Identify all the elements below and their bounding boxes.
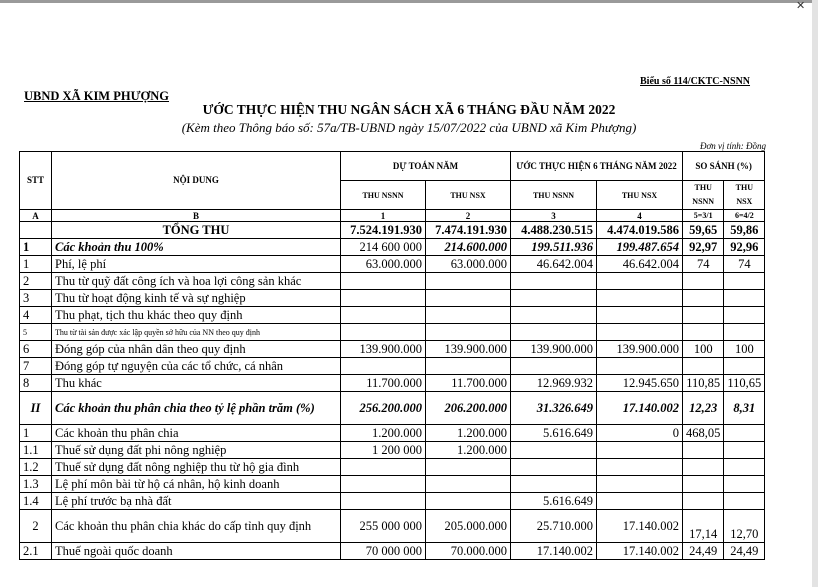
th-nsnn-cell: 25.710.000 xyxy=(511,510,597,543)
ss1-cell: 74 xyxy=(683,256,724,273)
content-cell: Thu phạt, tịch thu khác theo quy định xyxy=(52,307,341,324)
dt-nsnn-cell: 1.200.000 xyxy=(341,425,426,442)
dt-nsnn-cell: 214 600 000 xyxy=(341,239,426,256)
dt-nsnn-cell: 256.200.000 xyxy=(341,392,426,425)
content-cell: Thuế ngoài quốc doanh xyxy=(52,543,341,560)
col-dt-nsx: THU NSX xyxy=(426,181,511,210)
th-nsx-cell: 17.140.002 xyxy=(597,392,683,425)
ss2-cell xyxy=(724,493,765,510)
dt-nsx-cell xyxy=(426,493,511,510)
table-row xyxy=(20,476,765,493)
stt-cell xyxy=(20,222,52,239)
col-th-nsx: THU NSX xyxy=(597,181,683,210)
ss2-cell xyxy=(724,425,765,442)
th-nsx-cell xyxy=(597,324,683,341)
ss2-cell xyxy=(724,476,765,493)
index-cell: 2 xyxy=(426,210,511,222)
th-nsnn-cell xyxy=(511,476,597,493)
dt-nsnn-cell xyxy=(341,493,426,510)
index-cell: 6=4/2 xyxy=(724,210,765,222)
ss1-cell xyxy=(683,273,724,290)
stt-cell: 2 xyxy=(20,273,52,290)
index-row xyxy=(20,210,765,222)
dt-nsx-cell xyxy=(426,476,511,493)
budget-table xyxy=(19,151,765,560)
ss1-cell: 100 xyxy=(683,341,724,358)
stt-cell: 3 xyxy=(20,290,52,307)
table-row xyxy=(20,222,765,239)
content-cell: Thu khác xyxy=(52,375,341,392)
col-actual: ƯỚC THỰC HIỆN 6 THÁNG NĂM 2022 xyxy=(511,152,683,181)
ss2-cell: 92,96 xyxy=(724,239,765,256)
table-row xyxy=(20,493,765,510)
ss1-cell: 59,65 xyxy=(683,222,724,239)
th-nsx-cell: 12.945.650 xyxy=(597,375,683,392)
dt-nsnn-cell xyxy=(341,324,426,341)
dt-nsnn-cell: 7.524.191.930 xyxy=(341,222,426,239)
ss1-cell: 92,97 xyxy=(683,239,724,256)
table-row xyxy=(20,256,765,273)
ss2-cell: 59,86 xyxy=(724,222,765,239)
table-row xyxy=(20,290,765,307)
dt-nsx-cell: 70.000.000 xyxy=(426,543,511,560)
content-cell: Thu từ tài sản được xác lập quyền sở hữu của NN theo quy định xyxy=(52,324,341,341)
dt-nsx-cell xyxy=(426,273,511,290)
th-nsx-cell xyxy=(597,493,683,510)
index-cell: B xyxy=(52,210,341,222)
col-compare: SO SÁNH (%) xyxy=(683,152,765,181)
table-row xyxy=(20,273,765,290)
th-nsx-cell xyxy=(597,476,683,493)
window-top-border xyxy=(0,0,818,3)
ss1-cell xyxy=(683,442,724,459)
stt-cell: 5 xyxy=(20,324,52,341)
ss1-cell: 468,05 xyxy=(683,425,724,442)
index-cell: A xyxy=(20,210,52,222)
index-cell: 1 xyxy=(341,210,426,222)
table-row xyxy=(20,358,765,375)
th-nsx-cell: 17.140.002 xyxy=(597,543,683,560)
stt-cell: 8 xyxy=(20,375,52,392)
th-nsx-cell xyxy=(597,290,683,307)
content-cell: Phí, lệ phí xyxy=(52,256,341,273)
dt-nsx-cell xyxy=(426,324,511,341)
th-nsx-cell: 139.900.000 xyxy=(597,341,683,358)
dt-nsnn-cell xyxy=(341,273,426,290)
dt-nsx-cell xyxy=(426,358,511,375)
th-nsnn-cell: 46.642.004 xyxy=(511,256,597,273)
ss2-cell: 100 xyxy=(724,341,765,358)
th-nsnn-cell xyxy=(511,273,597,290)
th-nsnn-cell: 5.616.649 xyxy=(511,493,597,510)
dt-nsx-cell: 214.600.000 xyxy=(426,239,511,256)
dt-nsnn-cell xyxy=(341,476,426,493)
ss1-cell xyxy=(683,324,724,341)
table-row xyxy=(20,307,765,324)
table-row xyxy=(20,375,765,392)
stt-cell: 1.3 xyxy=(20,476,52,493)
content-cell: Thu từ quỹ đất công ích và hoa lợi công sản khác xyxy=(52,273,341,290)
dt-nsnn-cell xyxy=(341,290,426,307)
table-row xyxy=(20,459,765,476)
ss2-cell: 12,70 xyxy=(724,510,765,543)
stt-cell: 6 xyxy=(20,341,52,358)
table-row xyxy=(20,425,765,442)
dt-nsx-cell: 1.200.000 xyxy=(426,442,511,459)
table-row xyxy=(20,239,765,256)
content-cell: Lệ phí trước bạ nhà đất xyxy=(52,493,341,510)
dt-nsnn-cell: 255 000 000 xyxy=(341,510,426,543)
th-nsnn-cell xyxy=(511,324,597,341)
ss1-cell: 12,23 xyxy=(683,392,724,425)
ss2-cell xyxy=(724,358,765,375)
ss1-cell xyxy=(683,358,724,375)
ss2-cell xyxy=(724,290,765,307)
ss1-cell xyxy=(683,493,724,510)
th-nsnn-cell: 31.326.649 xyxy=(511,392,597,425)
col-stt: STT xyxy=(20,152,52,210)
th-nsnn-cell: 139.900.000 xyxy=(511,341,597,358)
unit-note: Đơn vị tính: Đồng xyxy=(700,141,767,151)
col-dt-nsnn: THU NSNN xyxy=(341,181,426,210)
table-row xyxy=(20,510,765,543)
stt-cell: 1 xyxy=(20,256,52,273)
th-nsnn-cell: 5.616.649 xyxy=(511,425,597,442)
stt-cell: 1.4 xyxy=(20,493,52,510)
dt-nsx-cell: 7.474.191.930 xyxy=(426,222,511,239)
th-nsx-cell xyxy=(597,358,683,375)
window-right-edge xyxy=(812,0,818,587)
table-row xyxy=(20,392,765,425)
ss2-cell xyxy=(724,324,765,341)
report-title: ƯỚC THỰC HIỆN THU NGÂN SÁCH XÃ 6 THÁNG ĐẦU NĂM 2022 xyxy=(202,102,616,117)
form-reference: Biểu số 114/CKTC-NSNN xyxy=(640,76,751,87)
content-cell: Thuế sử dụng đất nông nghiệp thu từ hộ gia đình xyxy=(52,459,341,476)
ss2-cell: 24,49 xyxy=(724,543,765,560)
report-subtitle: (Kèm theo Thông báo số: 57a/TB-UBND ngày 15/07/2022 của UBND xã Kim Phượng) xyxy=(181,120,637,135)
content-cell: Các khoản thu phân chia theo tỷ lệ phần trăm (%) xyxy=(52,392,341,425)
col-content: NỘI DUNG xyxy=(52,152,341,210)
th-nsnn-cell: 199.511.936 xyxy=(511,239,597,256)
ss2-cell: 110,65 xyxy=(724,375,765,392)
th-nsnn-cell: 4.488.230.515 xyxy=(511,222,597,239)
dt-nsx-cell: 206.200.000 xyxy=(426,392,511,425)
dt-nsx-cell xyxy=(426,307,511,324)
dt-nsnn-cell xyxy=(341,358,426,375)
content-cell: Thuế sử dụng đất phi nông nghiệp xyxy=(52,442,341,459)
th-nsx-cell xyxy=(597,459,683,476)
dt-nsx-cell: 63.000.000 xyxy=(426,256,511,273)
th-nsx-cell: 4.474.019.586 xyxy=(597,222,683,239)
ss1-cell xyxy=(683,307,724,324)
content-cell: Đóng góp của nhân dân theo quy định xyxy=(52,341,341,358)
th-nsx-cell: 199.487.654 xyxy=(597,239,683,256)
index-cell: 5=3/1 xyxy=(683,210,724,222)
table-row xyxy=(20,341,765,358)
dt-nsx-cell: 1.200.000 xyxy=(426,425,511,442)
th-nsx-cell xyxy=(597,273,683,290)
th-nsnn-cell xyxy=(511,358,597,375)
th-nsnn-cell xyxy=(511,459,597,476)
stt-cell: 1.1 xyxy=(20,442,52,459)
dt-nsnn-cell xyxy=(341,459,426,476)
ss2-cell xyxy=(724,459,765,476)
th-nsnn-cell: 12.969.932 xyxy=(511,375,597,392)
ss2-cell: 8,31 xyxy=(724,392,765,425)
stt-cell: 7 xyxy=(20,358,52,375)
th-nsx-cell: 0 xyxy=(597,425,683,442)
header-row-1 xyxy=(20,152,765,181)
table-row xyxy=(20,543,765,560)
ss1-cell xyxy=(683,476,724,493)
ss2-cell xyxy=(724,307,765,324)
dt-nsnn-cell: 1 200 000 xyxy=(341,442,426,459)
dt-nsx-cell xyxy=(426,459,511,476)
dt-nsnn-cell: 63.000.000 xyxy=(341,256,426,273)
table-row xyxy=(20,324,765,341)
content-cell: Các khoản thu 100% xyxy=(52,239,341,256)
stt-cell: 4 xyxy=(20,307,52,324)
dt-nsnn-cell: 70 000 000 xyxy=(341,543,426,560)
dt-nsx-cell: 11.700.000 xyxy=(426,375,511,392)
col-ss-nsx: THU NSX xyxy=(724,181,765,210)
dt-nsx-cell xyxy=(426,290,511,307)
organization-name: UBND XÃ KIM PHƯỢNG xyxy=(24,89,170,103)
dt-nsx-cell: 139.900.000 xyxy=(426,341,511,358)
th-nsx-cell: 17.140.002 xyxy=(597,510,683,543)
content-cell: TỔNG THU xyxy=(52,222,341,239)
ss1-cell xyxy=(683,459,724,476)
content-cell: Lệ phí môn bài từ hộ cá nhân, hộ kinh doanh xyxy=(52,476,341,493)
index-cell: 3 xyxy=(511,210,597,222)
stt-cell: 1 xyxy=(20,239,52,256)
th-nsnn-cell xyxy=(511,442,597,459)
stt-cell: 2 xyxy=(20,510,52,543)
col-th-nsnn: THU NSNN xyxy=(511,181,597,210)
content-cell: Đóng góp tự nguyện của các tổ chức, cá nhân xyxy=(52,358,341,375)
th-nsnn-cell xyxy=(511,307,597,324)
th-nsnn-cell: 17.140.002 xyxy=(511,543,597,560)
ss2-cell xyxy=(724,273,765,290)
ss1-cell: 110,85 xyxy=(683,375,724,392)
content-cell: Thu từ hoạt động kinh tế và sự nghiệp xyxy=(52,290,341,307)
stt-cell: 2.1 xyxy=(20,543,52,560)
th-nsx-cell: 46.642.004 xyxy=(597,256,683,273)
table-row xyxy=(20,442,765,459)
dt-nsnn-cell xyxy=(341,307,426,324)
index-cell: 4 xyxy=(597,210,683,222)
col-estimate: DỰ TOÁN NĂM xyxy=(341,152,511,181)
th-nsnn-cell xyxy=(511,290,597,307)
ss1-cell: 17,14 xyxy=(683,510,724,543)
th-nsx-cell xyxy=(597,307,683,324)
stt-cell: 1.2 xyxy=(20,459,52,476)
col-ss-nsnn: THU NSNN xyxy=(683,181,724,210)
content-cell: Các khoản thu phân chia khác do cấp tỉnh quy định xyxy=(52,510,341,543)
ss2-cell: 74 xyxy=(724,256,765,273)
dt-nsnn-cell: 139.900.000 xyxy=(341,341,426,358)
ss1-cell xyxy=(683,290,724,307)
content-cell: Các khoản thu phân chia xyxy=(52,425,341,442)
close-icon[interactable]: ✕ xyxy=(796,0,806,12)
dt-nsnn-cell: 11.700.000 xyxy=(341,375,426,392)
ss1-cell: 24,49 xyxy=(683,543,724,560)
th-nsx-cell xyxy=(597,442,683,459)
ss2-cell xyxy=(724,442,765,459)
dt-nsx-cell: 205.000.000 xyxy=(426,510,511,543)
stt-cell: 1 xyxy=(20,425,52,442)
stt-cell: II xyxy=(20,392,52,425)
